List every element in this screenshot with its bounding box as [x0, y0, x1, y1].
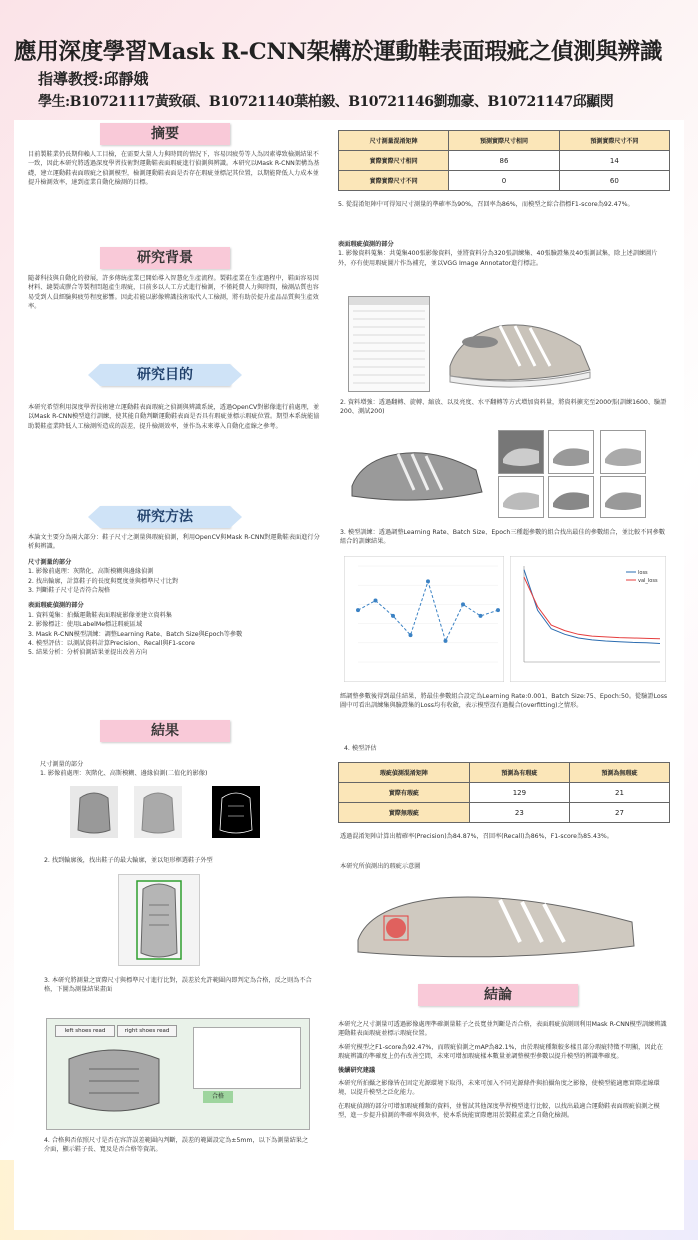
- defect-table-row-label: 實際無瑕疵: [339, 803, 470, 823]
- defect-step4: 4. 模型評估: [344, 745, 377, 752]
- background-text: 隨著科技與自動化的發展，許多傳統產業已開始導入智慧化生產流程。製鞋產業在生產過程中，鞋面容易因材料、縫製或膠合等製程問題產生瑕疵，目前多以人工方式進行檢測，不僅耗費人力與時間，檢測品質也容易受到人員經驗與疲勞程度影響。因此若能以影像辨識技術取代人工檢測，將有助於提升產品品質與生產效率。: [28, 275, 319, 311]
- defect-table-cell: 27: [569, 803, 669, 823]
- size-table-note: 5. 從混淆矩陣中可得知尺寸測量的準確率為90%，召回率為86%，而模型之綜合指標F1-score為92.47%。: [338, 201, 634, 208]
- annotation-tool-image: [348, 296, 430, 392]
- data-point: [461, 602, 465, 606]
- defect-step3: 3. 模型訓練：透過調整Learning Rate、Batch Size、Epoch三種超參數的組合找出最佳的參數組合，並比較不同參數組合的訓練結果。: [340, 529, 666, 546]
- measure-readout: [193, 1027, 301, 1089]
- conclusion-p2: 本研究模型之F1-score為92.47%，而瑕疵偵測之mAP為82.1%，由於瑕疵種類較多樣且部分瑕疵特徵不明顯，因此在瑕疵辨識的準確度上仍有改善空間，未來可增加瑕疵樣本數量並調整模型參數以提升模型的辨識準確度。: [338, 1043, 663, 1061]
- data-point: [391, 614, 395, 618]
- size-table-header: 預測實際尺寸不同: [559, 131, 669, 151]
- advisor-line: 指導教授:邱靜娥: [38, 70, 149, 88]
- measure-ui-image: [46, 1018, 310, 1130]
- students-line: 學生:B10721117黃致碩、B10721140葉柏毅、B10721146劉珈豪、B10721147邱顯閔: [38, 94, 614, 110]
- data-point: [356, 608, 360, 612]
- future-title: 後續研究建議: [338, 1066, 376, 1074]
- after-chart-text: 經調整參數後得到最佳結果，將最佳參數組合設定為Learning Rate:0.001、Batch Size:75、Epoch:50。從驗證Loss圖中可看出訓練集與驗證集的Loss均有收斂，表示模型沒有過擬合(overfitting)之情形。: [340, 693, 668, 710]
- data-point: [479, 614, 483, 618]
- size-table-header: 預測實際尺寸相同: [449, 131, 559, 151]
- chart-frame: [344, 556, 504, 682]
- defect-sample-image: [350, 880, 640, 964]
- poster-title: 應用深度學習Mask R-CNN架構於運動鞋表面瑕疵之偵測與辨識: [14, 39, 663, 65]
- size-table-cell: 0: [449, 171, 559, 191]
- method-line: 尺寸測量的部分: [28, 558, 72, 566]
- data-point: [409, 633, 413, 637]
- right-shoes-label: right shoes read: [117, 1025, 177, 1037]
- defect-table-cell: 21: [569, 783, 669, 803]
- left-shoes-label: left shoes read: [55, 1025, 115, 1037]
- results-subtitle: 尺寸測量的部分: [40, 761, 84, 768]
- defect-table-header: 預測為有瑕疵: [469, 763, 569, 783]
- defect-step2: 2. 資料增強：透過翻轉、旋轉、縮放、以及亮度、水平翻轉等方式增加資料量，將資料擴充至2000張(訓練1600、驗證200、測試200): [340, 399, 667, 416]
- legend-label: loss: [638, 570, 648, 576]
- loss-chart: [510, 556, 666, 682]
- defect-intro: [338, 240, 668, 268]
- shoe-gray-image: [70, 786, 118, 838]
- defect-table-cell: 129: [469, 783, 569, 803]
- size-table-cell: 60: [559, 171, 669, 191]
- conclusion-p4: 在瑕疵偵測的部分可增加瑕疵種類的資料，並嘗試其他深度學習模型進行比較，以找出最適合運動鞋表面瑕疵偵測之模型，進一步提升偵測的準確率與效率，使本系統能實際應用於製鞋產業之自動化檢測。: [338, 1102, 660, 1120]
- purpose-text: 本研究希望利用深度學習技術建立運動鞋表面瑕疵之偵測與辨識系統，透過OpenCV對影像進行前處理，並以Mask R-CNN模型進行訓練，使其能自動判斷運動鞋表面是否具有瑕疵並標示瑕疵位置。期望本系統能協助製鞋產業降低人工檢測所造成的誤差，提升檢測效率，並作為未來導入自動化產線之參考。: [28, 404, 320, 430]
- defect-sample-caption: 本研究所偵測出的瑕疵示意圖: [340, 863, 421, 870]
- size-table-row-label: 實際實際尺寸相同: [339, 151, 449, 171]
- augment-thumb-6: [600, 476, 646, 518]
- size-table-cell: 86: [449, 151, 559, 171]
- size-table-header: 尺寸測量混淆矩陣: [339, 131, 449, 151]
- results-heading: 結果: [100, 720, 230, 742]
- method-line: 4. 模型評估：以測試資料計算Precision、Recall與F1-score: [28, 640, 195, 648]
- results-step2: 2. 找到輪廓後，找出鞋子的最大輪廓，並以矩形框選鞋子外型: [44, 857, 213, 864]
- defect-table-cell: 23: [469, 803, 569, 823]
- shoe-edge-image: [212, 786, 260, 838]
- defect-table-note: 透過混淆矩陣計算出精確率(Precision)為84.87%，召回率(Recall)為86%，F1-score為85.43%。: [340, 833, 613, 840]
- shoe-contour-image: [118, 874, 200, 966]
- defect-table-header: 瑕疵偵測混淆矩陣: [339, 763, 470, 783]
- augment-thumb-1: [498, 430, 544, 474]
- method-line: 2. 找出輪廓，計算鞋子的長度與寬度並與標準尺寸比對: [28, 577, 179, 585]
- shoe-blur-image: [134, 786, 182, 838]
- results-step3: 3. 本研究將測量之實際尺寸與標準尺寸進行比對，誤差於允許範圍內即判定為合格，反之則為不合格，下圖為測量結果畫面: [44, 977, 312, 994]
- conclusion-p1: 本研究之尺寸測量可透過影像處理準確測量鞋子之長寬並判斷是否合格，表面瑕疵偵測則利用Mask R-CNN模型訓練辨識運動鞋表面瑕疵並標示瑕疵位置。: [338, 1021, 667, 1038]
- method-line: 5. 結果分析：分析偵測結果並提出改善方向: [28, 649, 148, 657]
- method-line: 本論文主要分為兩大部分：鞋子尺寸之測量與瑕疵偵測，利用OpenCV與Mask R-CNN對運動鞋表面進行分析與辨識。: [28, 534, 320, 551]
- defect-title: 表面瑕疵偵測的部分: [338, 241, 394, 248]
- augment-thumb-3: [600, 430, 646, 474]
- augment-main-image: [344, 430, 490, 516]
- abstract-text: 目前製鞋業仍長期仰賴人工目檢，在需要大量人力與時間的情況下，容易因疲勞等人為因素導致檢測結果不一致，因此本研究將透過深度學習技術對運動鞋表面瑕疵進行偵測與辨識。本研究以Mask R-CNN架構為基礎，建立運動鞋表面瑕疵之偵測模型，檢測運動鞋表面是否存在瑕疵並標記其位置，以期能降低人力成本並提升檢測效率，達到產業自動化檢測的目標。: [28, 151, 320, 187]
- data-point: [426, 579, 430, 583]
- augment-thumb-4: [498, 476, 544, 518]
- purpose-heading: 研究目的: [100, 364, 230, 386]
- results-step1: 1. 影像前處理：灰階化、高斯模糊、邊緣偵測(二值化的影像): [40, 770, 208, 778]
- data-point: [496, 608, 500, 612]
- method-line: 2. 影像標註：使用LabelMe標註瑕疵區域: [28, 621, 143, 629]
- abstract-heading: 摘要: [100, 123, 230, 145]
- shoe-sample-image: [440, 296, 600, 396]
- method-line: 表面瑕疵偵測的部分: [28, 602, 84, 610]
- method-line: 1. 影像前處理：灰階化、高斯模糊與邊緣偵測: [28, 568, 154, 576]
- defect-step1: 1. 影像資料蒐集：共蒐集400張影像資料，並將資料分為320張訓練集、40張驗證集及40張測試集，除上述訓練圖片外，亦有使用瑕疵圖片作為補充，並以VGG Image Annotator進行標註。: [338, 250, 658, 267]
- defect-confusion-table: [338, 762, 670, 823]
- augment-thumb-5: [548, 476, 594, 518]
- background-heading: 研究背景: [100, 247, 230, 269]
- defect-table-header: 預測為無瑕疵: [569, 763, 669, 783]
- size-table-cell: 14: [559, 151, 669, 171]
- results-caption: [40, 760, 310, 779]
- data-point: [444, 639, 448, 643]
- param-chart: [344, 556, 504, 682]
- method-line: 3. Mask R-CNN模型訓練：調整Learning Rate、Batch Size與Epoch等參數: [28, 630, 243, 638]
- size-confusion-table: [338, 130, 670, 191]
- pass-status: 合格: [203, 1091, 233, 1103]
- legend-label: val_loss: [638, 578, 658, 584]
- method-heading: 研究方法: [100, 506, 230, 528]
- conclusion-text: [338, 1020, 668, 1125]
- conclusion-p3: 本研究所拍攝之影像皆在固定光源環境下取得，未來可加入不同光源條件與拍攝角度之影像，使模型能適應實際產線環境，以提升模型之泛化能力。: [338, 1080, 660, 1097]
- method-line: 3. 判斷鞋子尺寸是否符合規格: [28, 587, 111, 595]
- results-step4: 4. 合格與否依照尺寸是否在容許誤差範圍內判斷，誤差的範圍設定為±5mm，以下為測量結果之介面，顯示鞋子長、寬及是否合格等資訊。: [44, 1137, 309, 1154]
- conclusion-heading: 結論: [418, 984, 578, 1006]
- defect-table-row-label: 實際有瑕疵: [339, 783, 470, 803]
- augment-thumb-2: [548, 430, 594, 474]
- data-point: [374, 599, 378, 603]
- method-text: [28, 533, 320, 658]
- method-line: 1. 資料蒐集：拍攝運動鞋表面瑕疵影像並建立資料集: [28, 611, 172, 619]
- size-table-row-label: 實際實際尺寸不同: [339, 171, 449, 191]
